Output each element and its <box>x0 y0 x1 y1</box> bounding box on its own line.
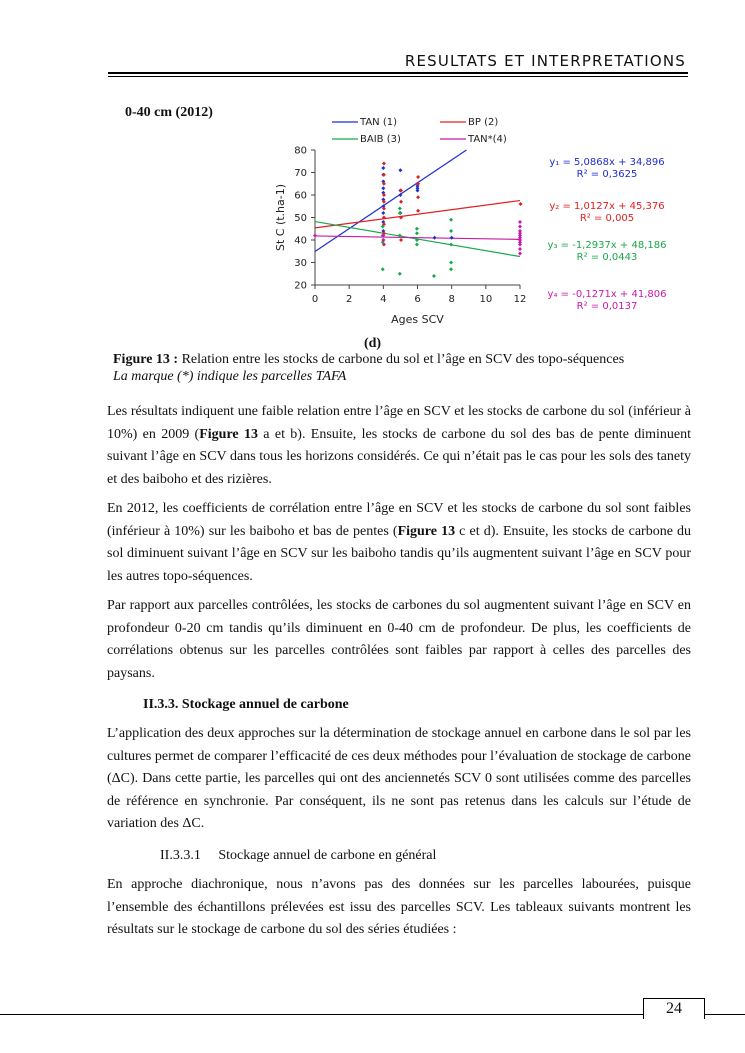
figure-caption <box>113 351 624 385</box>
data-point <box>399 200 403 204</box>
body-paragraphs-2 <box>107 723 691 843</box>
data-point <box>518 252 522 256</box>
data-point <box>416 175 420 179</box>
header-rule-thin <box>108 76 688 77</box>
data-point <box>433 236 437 240</box>
regression-equation: y₂ = 1,0127x + 45,376 <box>549 201 665 212</box>
x-tick-label: 10 <box>479 294 493 305</box>
paragraph-4: L’application des deux approches sur la détermination de stockage annuel en carbone dans le sol par les cultures permet de comparer l’efficacité de ces deux méthodes pour l’évaluation de stockage de carbone (ΔC). Dans cette partie, les parcelles qui ont des anciennetés SCV 0 sont utilisées comme des parcelles de référence en synchronie. Par conséquent, ils ne sont pas retenus dans les calculs sur l’étude de variation des ΔC. <box>107 726 691 831</box>
legend-label: BP (2) <box>468 117 499 128</box>
r-squared: R² = 0,3625 <box>576 169 638 180</box>
data-point <box>398 168 402 172</box>
figure-depth-label: 0-40 cm (2012) <box>125 105 213 120</box>
footer-rule <box>0 1014 745 1015</box>
data-point <box>449 229 453 233</box>
data-point <box>432 274 436 278</box>
paragraph-5: En approche diachronique, nous n’avons pas des données sur les parcelles labourées, puisque l’ensemble des échantillons prélevées est issu des parcelles SCV. Les tableaux suivants montrent les résultats sur le stockage de carbone du sol des séries étudiées : <box>107 877 691 937</box>
x-tick-label: 2 <box>345 294 353 305</box>
data-point <box>415 243 419 247</box>
data-point <box>382 173 386 177</box>
running-header <box>108 52 688 70</box>
caption-text: Relation entre les stocks de carbone du sol et l’âge en SCV des topo-séquences <box>178 352 625 367</box>
y-tick-label: 20 <box>294 280 307 292</box>
data-point <box>449 218 453 222</box>
data-point <box>382 162 386 166</box>
data-point <box>449 267 453 271</box>
data-point <box>415 231 419 235</box>
y-tick-label: 70 <box>294 168 307 179</box>
data-point <box>399 189 403 193</box>
paragraph-3: Par rapport aux parcelles contrôlées, les stocks de carbones du sol augmentent suivant l’âge en SCV en profondeur 0-20 cm tandis qu’ils diminuent en 0-40 cm de profondeur. De plus, les coefficients de corrélations obtenus sur les parcelles contrôlées sont faibles par rapport à celles des parcelles des paysans. <box>107 598 691 681</box>
data-point <box>450 236 454 240</box>
data-point <box>416 209 420 213</box>
x-tick-label: 0 <box>311 294 319 305</box>
data-point <box>398 211 402 215</box>
body-paragraphs-3 <box>107 874 691 949</box>
data-point <box>313 234 317 238</box>
legend-label: TAN (1) <box>360 117 397 128</box>
x-axis-title: Ages SCV <box>391 313 444 326</box>
regression-line-2 <box>315 201 520 228</box>
paragraph-1: Les résultats indiquent une faible relation entre l’âge en SCV et les stocks de carbone du sol (inférieur à 10%) en 2009 (Figure 13 a et b). Ensuite, les stocks de carbone du sol des bas de pente diminuent suivant l’âge en SCV dans tous les horizons considérés. Ce qui n’était pas le cas pour les sols des tanety et des baiboho et des rizières. <box>107 404 692 487</box>
legend-label: BAIB (3) <box>360 134 401 145</box>
data-point <box>398 207 402 211</box>
section-heading: II.3.3. Stockage annuel de carbone <box>143 697 349 712</box>
y-tick-label: 40 <box>294 235 307 247</box>
y-tick-label: 30 <box>294 258 307 269</box>
figure-sublabel: (d) <box>363 336 382 351</box>
data-point <box>381 211 385 215</box>
data-point <box>416 195 420 199</box>
caption-note: La marque (*) indique les parcelles TAFA <box>113 369 347 384</box>
r-squared: R² = 0,0443 <box>576 252 638 263</box>
r-squared: R² = 0,0137 <box>576 301 638 312</box>
x-tick-label: 4 <box>380 294 387 305</box>
data-point <box>519 202 523 206</box>
data-point <box>415 227 419 231</box>
data-point <box>518 247 522 251</box>
regression-equation: y₃ = -1,2937x + 48,186 <box>547 240 667 251</box>
data-point <box>518 220 522 224</box>
data-point <box>518 225 522 229</box>
subsection-heading: II.3.3.1 Stockage annuel de carbone en général <box>160 848 437 863</box>
y-axis-title: St C (t.ha-1) <box>274 183 287 252</box>
x-tick-label: 12 <box>513 294 527 305</box>
y-tick-label: 60 <box>294 190 307 202</box>
data-points <box>313 162 523 279</box>
x-tick-label: 6 <box>414 294 421 305</box>
regression-equation: y₄ = -0,1271x + 41,806 <box>547 289 667 300</box>
regression-equation: y₁ = 5,0868x + 34,896 <box>549 157 665 168</box>
y-tick-label: 80 <box>294 145 307 157</box>
x-tick-label: 8 <box>448 294 455 305</box>
chart-legend <box>332 117 507 145</box>
data-point <box>398 272 402 276</box>
body-paragraphs-1 <box>107 401 691 692</box>
r-squared: R² = 0,005 <box>579 213 635 224</box>
regression-equations <box>548 157 667 312</box>
caption-figure-number: Figure 13 : <box>113 352 179 367</box>
data-point <box>449 243 453 247</box>
page-number: 24 <box>643 998 705 1019</box>
header-rule-thick <box>108 72 688 74</box>
data-point <box>381 267 385 271</box>
y-tick-label: 50 <box>294 213 307 224</box>
data-point <box>381 166 385 170</box>
legend-label: TAN*(4) <box>468 134 507 145</box>
data-point <box>399 238 403 242</box>
data-point <box>381 186 385 190</box>
data-point <box>518 229 522 233</box>
header-title: RESULTATS ET INTERPRETATIONS <box>404 52 686 70</box>
scatter-chart <box>260 110 680 335</box>
paragraph-2: En 2012, les coefficients de corrélation entre l’âge en SCV et les stocks de carbone du sol sont faibles (inférieur à 10%) sur les baiboho et bas de pentes (Figure 13 c et d). Ensuite, les stocks de carbone du sol diminuent suivant l’âge en SCV sur les baiboho tandis qu’ils augmentent suivant l’âge en SCV pour les autres topo-séquences. <box>107 501 692 584</box>
data-point <box>449 261 453 265</box>
